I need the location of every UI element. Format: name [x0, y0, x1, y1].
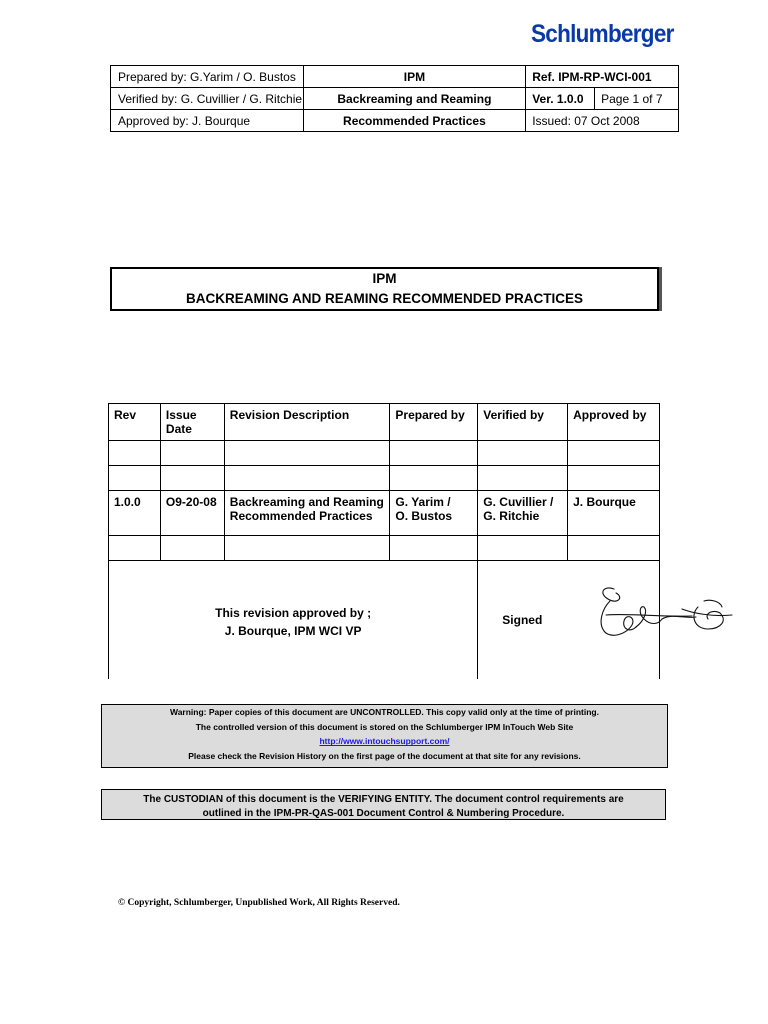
table-row [109, 491, 660, 536]
document-title-box [110, 267, 659, 311]
header-doc-type: Recommended Practices [303, 110, 526, 132]
col-rev: Rev [109, 404, 161, 441]
col-verified-by: Verified by [478, 404, 568, 441]
document-header-table [110, 65, 679, 132]
signature-image [596, 583, 736, 645]
col-approved-by: Approved by [568, 404, 660, 441]
approval-row [109, 561, 660, 680]
header-subject: Backreaming and Reaming [303, 88, 526, 110]
table-row-empty [109, 536, 660, 561]
document-title: BACKREAMING AND REAMING RECOMMENDED PRACTICES [185, 291, 583, 306]
doc-reference: Ref. IPM-RP-WCI-001 [526, 66, 679, 88]
rev-verified-by: G. Cuvillier / G. Ritchie [478, 491, 568, 536]
copyright-text: Copyright, Schlumberger, Unpublished Work, All Rights Reserved. [125, 898, 400, 908]
title-line-ipm: IPM [372, 271, 397, 286]
custodian-notice: The CUSTODIAN of this document is the VERIFYING ENTITY. The document control requirements are outlined in the IPM-PR-QAS-001 Document Control & Numbering Procedure. [101, 789, 666, 820]
signed-label: Signed [502, 613, 543, 627]
col-prepared-by: Prepared by [390, 404, 478, 441]
col-description: Revision Description [224, 404, 390, 441]
schlumberger-logo: Schlumberger [531, 20, 674, 48]
rev-date: O9-20-08 [160, 491, 224, 536]
revision-table-header [109, 404, 660, 441]
signature-cell [478, 561, 660, 680]
rev-prepared-by: G. Yarim / O. Bustos [390, 491, 478, 536]
page-number: Page 1 of 7 [595, 88, 679, 110]
header-ipm: IPM [303, 66, 526, 88]
revision-table [108, 403, 660, 679]
prepared-by: Prepared by: G.Yarim / O. Bustos [111, 66, 304, 88]
table-row-empty [109, 441, 660, 466]
rev-approved-by: J. Bourque [568, 491, 660, 536]
issue-date: Issued: 07 Oct 2008 [526, 110, 679, 132]
col-issue-date-line2: Date [165, 422, 192, 436]
copyright-icon: © [118, 898, 126, 908]
uncontrolled-copy-warning: Warning: Paper copies of this document are UNCONTROLLED. This copy valid only at the time of printing. The controlled version of this document is stored on the Schlumberger IPM InTouch Web Site http://www.intouchsupport.com/ Please check the Revision History on the first page of the document at that site for any revisions. [101, 704, 668, 768]
approval-statement: This revision approved by ; J. Bourque, IPM WCI VP [109, 561, 478, 680]
rev-description: Backreaming and Reaming Recommended Practices [224, 491, 390, 536]
col-issue-date [160, 404, 224, 441]
rev-number: 1.0.0 [109, 491, 161, 536]
approved-by: Approved by: J. Bourque [111, 110, 304, 132]
doc-version: Ver. 1.0.0 [526, 88, 595, 110]
table-row-empty [109, 466, 660, 491]
copyright-notice [118, 898, 400, 908]
intouch-link[interactable]: http://www.intouchsupport.com/ [319, 736, 450, 747]
verified-by: Verified by: G. Cuvillier / G. Ritchie [111, 88, 304, 110]
col-issue-date-line1: Issue [165, 408, 197, 422]
